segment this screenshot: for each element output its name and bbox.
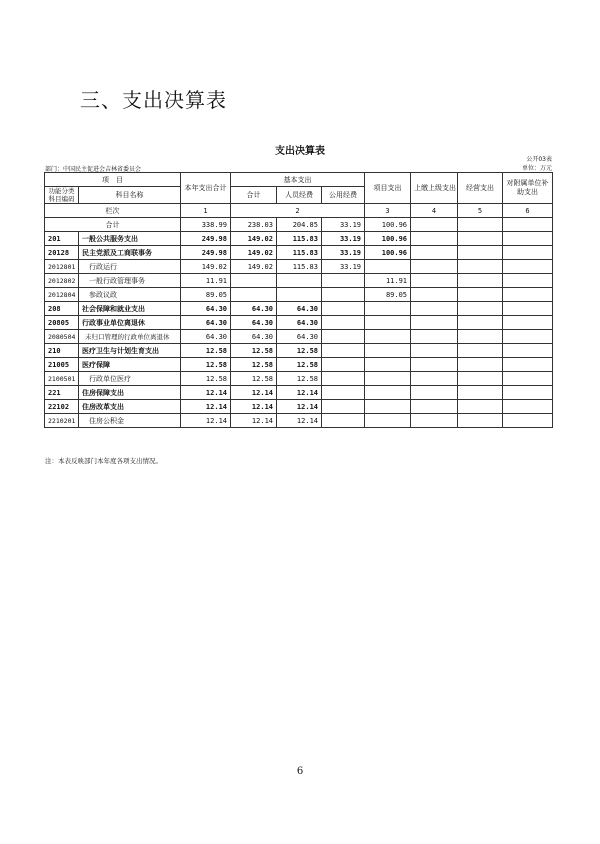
amount-cell: 64.30 (231, 316, 277, 330)
subject-code: 201 (45, 232, 79, 246)
amount-cell (411, 232, 458, 246)
amount-cell (365, 372, 411, 386)
column-index-row (45, 204, 553, 218)
header-project: 项目支出 (365, 173, 411, 204)
amount-cell: 115.83 (277, 232, 322, 246)
subject-code: 20128 (45, 246, 79, 260)
amount-cell: 149.02 (231, 232, 277, 246)
total-cell (503, 218, 553, 232)
amount-cell: 12.14 (277, 400, 322, 414)
amount-cell (322, 400, 365, 414)
amount-cell (411, 274, 458, 288)
table-row (45, 288, 553, 302)
amount-cell: 64.30 (277, 316, 322, 330)
header-upper: 上缴上级支出 (411, 173, 458, 204)
column-index: 4 (411, 204, 458, 218)
amount-cell (458, 358, 503, 372)
amount-cell: 33.19 (322, 260, 365, 274)
amount-cell: 12.14 (181, 414, 231, 428)
amount-cell (458, 274, 503, 288)
amount-cell (503, 372, 553, 386)
subject-name: 住房改革支出 (79, 400, 181, 414)
amount-cell: 12.58 (277, 372, 322, 386)
amount-cell (365, 414, 411, 428)
amount-cell (322, 344, 365, 358)
header-subsidy: 对附属单位补助支出 (503, 173, 553, 204)
table-row (45, 316, 553, 330)
form-code: 公开03表 (526, 156, 552, 163)
amount-cell (458, 246, 503, 260)
total-cell: 338.99 (181, 218, 231, 232)
amount-cell: 12.14 (231, 386, 277, 400)
amount-cell (503, 246, 553, 260)
amount-cell (365, 330, 411, 344)
amount-cell: 115.83 (277, 260, 322, 274)
subject-code: 2210201 (45, 414, 79, 428)
amount-cell (365, 316, 411, 330)
amount-cell (503, 288, 553, 302)
amount-cell (411, 246, 458, 260)
subject-code: 2012802 (45, 274, 79, 288)
amount-cell (411, 316, 458, 330)
amount-cell (411, 386, 458, 400)
amount-cell: 249.98 (181, 246, 231, 260)
amount-cell: 12.14 (181, 400, 231, 414)
table-row (45, 260, 553, 274)
amount-cell: 11.91 (181, 274, 231, 288)
amount-cell: 12.58 (181, 344, 231, 358)
subject-code: 20805 (45, 316, 79, 330)
amount-cell: 149.02 (181, 260, 231, 274)
amount-cell: 12.58 (277, 358, 322, 372)
subject-name: 未归口管理的行政单位离退休 (79, 330, 181, 344)
header-code: 功能分类 科目编码 (45, 187, 79, 204)
table-row (45, 400, 553, 414)
header-item: 项 目 (45, 173, 181, 187)
subject-code: 208 (45, 302, 79, 316)
amount-cell (277, 274, 322, 288)
amount-cell (503, 302, 553, 316)
amount-cell (231, 274, 277, 288)
amount-cell: 115.83 (277, 246, 322, 260)
amount-cell (322, 316, 365, 330)
amount-cell (458, 302, 503, 316)
total-cell (411, 218, 458, 232)
header-subject: 科目名称 (79, 187, 181, 204)
amount-cell (365, 344, 411, 358)
column-index: 6 (503, 204, 553, 218)
amount-cell (365, 302, 411, 316)
amount-cell (411, 330, 458, 344)
amount-cell (458, 288, 503, 302)
amount-cell (503, 386, 553, 400)
amount-cell (365, 386, 411, 400)
subject-name: 住房保障支出 (79, 386, 181, 400)
total-cell: 204.85 (277, 218, 322, 232)
amount-cell (458, 386, 503, 400)
amount-cell (503, 232, 553, 246)
amount-cell: 64.30 (181, 330, 231, 344)
amount-cell (458, 316, 503, 330)
amount-cell (503, 414, 553, 428)
amount-cell (503, 274, 553, 288)
subject-code: 2100501 (45, 372, 79, 386)
header-personnel: 人员经费 (277, 187, 322, 204)
section-heading: 三、支出决算表 (80, 88, 227, 112)
subject-name: 一般公共服务支出 (79, 232, 181, 246)
amount-cell (322, 274, 365, 288)
amount-cell (411, 344, 458, 358)
table-row (45, 246, 553, 260)
subject-name: 行政事业单位离退休 (79, 316, 181, 330)
amount-cell: 12.58 (231, 358, 277, 372)
amount-cell: 12.58 (277, 344, 322, 358)
subject-code: 21005 (45, 358, 79, 372)
total-cell: 33.19 (322, 218, 365, 232)
table-note: 注：本表反映部门本年度各项支出情况。 (45, 457, 162, 465)
amount-cell (365, 260, 411, 274)
header-public: 公用经费 (322, 187, 365, 204)
amount-cell (322, 288, 365, 302)
amount-cell: 12.14 (231, 414, 277, 428)
subject-code: 22102 (45, 400, 79, 414)
amount-cell: 149.02 (231, 246, 277, 260)
amount-cell (411, 260, 458, 274)
amount-cell: 12.14 (231, 400, 277, 414)
amount-cell: 12.14 (277, 414, 322, 428)
table-title: 支出决算表 (275, 146, 325, 157)
amount-cell: 33.19 (322, 232, 365, 246)
amount-cell: 12.58 (181, 372, 231, 386)
table-row (45, 330, 553, 344)
amount-cell: 249.98 (181, 232, 231, 246)
table-row (45, 232, 553, 246)
subject-name: 社会保障和就业支出 (79, 302, 181, 316)
amount-cell: 64.30 (277, 302, 322, 316)
table-row (45, 386, 553, 400)
table-row (45, 302, 553, 316)
amount-cell: 12.58 (231, 372, 277, 386)
amount-cell: 12.58 (181, 358, 231, 372)
amount-cell (411, 288, 458, 302)
table-row (45, 414, 553, 428)
amount-cell (458, 330, 503, 344)
amount-cell (411, 358, 458, 372)
subject-code: 2080504 (45, 330, 79, 344)
amount-cell: 64.30 (231, 330, 277, 344)
amount-cell: 149.02 (231, 260, 277, 274)
amount-cell (322, 330, 365, 344)
amount-cell: 89.05 (365, 288, 411, 302)
amount-cell (322, 414, 365, 428)
amount-cell (411, 302, 458, 316)
subject-code: 210 (45, 344, 79, 358)
amount-cell (231, 288, 277, 302)
amount-cell (458, 232, 503, 246)
amount-cell: 33.19 (322, 246, 365, 260)
amount-cell (322, 302, 365, 316)
header-business: 经营支出 (458, 173, 503, 204)
amount-cell (503, 260, 553, 274)
amount-cell: 64.30 (181, 316, 231, 330)
amount-cell (503, 358, 553, 372)
total-cell (458, 218, 503, 232)
subject-name: 参政议政 (79, 288, 181, 302)
column-index: 2 (231, 204, 365, 218)
header-total: 本年支出合计 (181, 173, 231, 204)
expenditure-table (44, 172, 553, 428)
subject-name: 医疗卫生与计划生育支出 (79, 344, 181, 358)
amount-cell (322, 386, 365, 400)
amount-cell (322, 372, 365, 386)
subject-code: 2012801 (45, 260, 79, 274)
amount-cell (503, 330, 553, 344)
subject-code: 221 (45, 386, 79, 400)
total-cell: 100.96 (365, 218, 411, 232)
amount-cell: 64.30 (231, 302, 277, 316)
amount-cell (503, 400, 553, 414)
amount-cell: 100.96 (365, 246, 411, 260)
amount-cell (458, 372, 503, 386)
amount-cell (411, 400, 458, 414)
amount-cell (458, 260, 503, 274)
subject-name: 行政运行 (79, 260, 181, 274)
table-row (45, 358, 553, 372)
amount-cell (503, 344, 553, 358)
table-row (45, 274, 553, 288)
subject-name: 民主党派及工商联事务 (79, 246, 181, 260)
amount-cell (322, 358, 365, 372)
subject-name: 住房公积金 (79, 414, 181, 428)
amount-cell (458, 344, 503, 358)
header-basic: 基本支出 (231, 173, 365, 187)
amount-cell: 64.30 (181, 302, 231, 316)
total-cell: 238.03 (231, 218, 277, 232)
amount-cell (365, 358, 411, 372)
amount-cell (458, 414, 503, 428)
subject-name: 一般行政管理事务 (79, 274, 181, 288)
table-row (45, 344, 553, 358)
column-index: 5 (458, 204, 503, 218)
department-label: 部门：中国民主促进会吉林省委员会 (45, 166, 142, 173)
page-number: 6 (296, 766, 304, 777)
subject-name: 行政单位医疗 (79, 372, 181, 386)
amount-cell (365, 400, 411, 414)
total-label: 合计 (45, 218, 181, 232)
amount-cell: 12.14 (277, 386, 322, 400)
subject-name: 医疗保障 (79, 358, 181, 372)
total-row (45, 218, 553, 232)
amount-cell: 100.96 (365, 232, 411, 246)
amount-cell (503, 316, 553, 330)
amount-cell: 89.05 (181, 288, 231, 302)
header-basic-total: 合计 (231, 187, 277, 204)
column-index-label: 栏次 (45, 204, 181, 218)
unit-label: 单位：万元 (521, 165, 552, 172)
amount-cell: 12.58 (231, 344, 277, 358)
amount-cell (277, 288, 322, 302)
column-index: 1 (181, 204, 231, 218)
amount-cell (411, 372, 458, 386)
amount-cell (458, 400, 503, 414)
column-index: 3 (365, 204, 411, 218)
amount-cell: 11.91 (365, 274, 411, 288)
table-row (45, 372, 553, 386)
amount-cell: 12.14 (181, 386, 231, 400)
amount-cell (411, 414, 458, 428)
subject-code: 2012804 (45, 288, 79, 302)
amount-cell: 64.30 (277, 330, 322, 344)
